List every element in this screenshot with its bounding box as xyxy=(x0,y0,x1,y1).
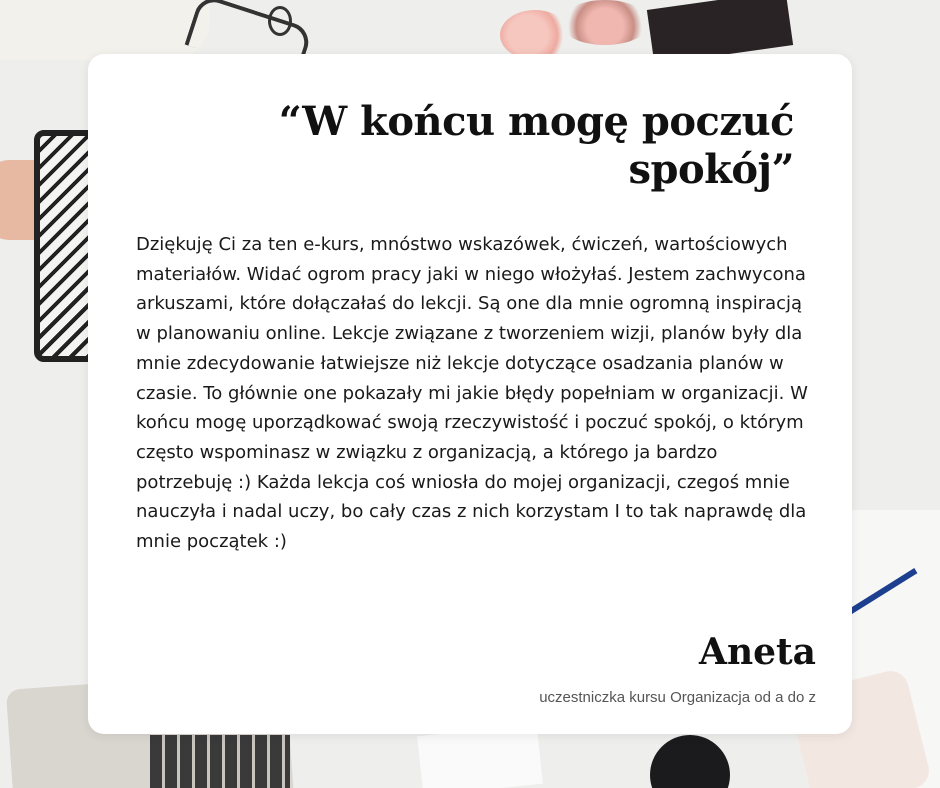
flower-decoration-2 xyxy=(560,0,650,45)
flower-decoration xyxy=(500,10,570,60)
ring-decoration xyxy=(268,6,292,36)
testimonial-body: Dziękuję Ci za ten e-kurs, mnóstwo wskazówek, ćwiczeń, wartościowych materiałów. Widać ogrom pracy jaki w niego włożyłaś. Jestem zachwycona arkuszami, które dołączałaś do lekcji. Są one dla mnie ogromną inspiracją w planowaniu online. Lekcje związane z tworzeniem wizji, planów były dla mnie zdecydowanie łatwiejsze niż lekcje dotyczące osadzania planów w czasie. To głównie one pokazały mi jakie błędy popełniam w organizacji. W końcu mogę uporządkować swoją rzeczywistość i poczuć spokój, o którym często wspominasz w związku z organizacją, a którego ja bardzo potrzebuję :) Każda lekcja coś wniosła do mojej organizacji, czegoś mnie nauczyła i nadal uczy, bo cały czas z nich korzystam I to tak naprawdę dla mnie początek :) xyxy=(136,234,808,553)
testimonial-card xyxy=(88,54,852,734)
title-line-1: “W końcu mogę poczuć xyxy=(278,98,794,145)
author-name: Aneta xyxy=(699,631,816,673)
author-role: uczestniczka kursu Organizacja od a do z xyxy=(539,689,816,706)
bag-decoration xyxy=(0,0,210,60)
title-line-2: spokój” xyxy=(628,146,794,193)
testimonial-title xyxy=(208,98,794,194)
cup-decoration xyxy=(650,735,730,788)
keyboard-decoration xyxy=(150,735,290,788)
